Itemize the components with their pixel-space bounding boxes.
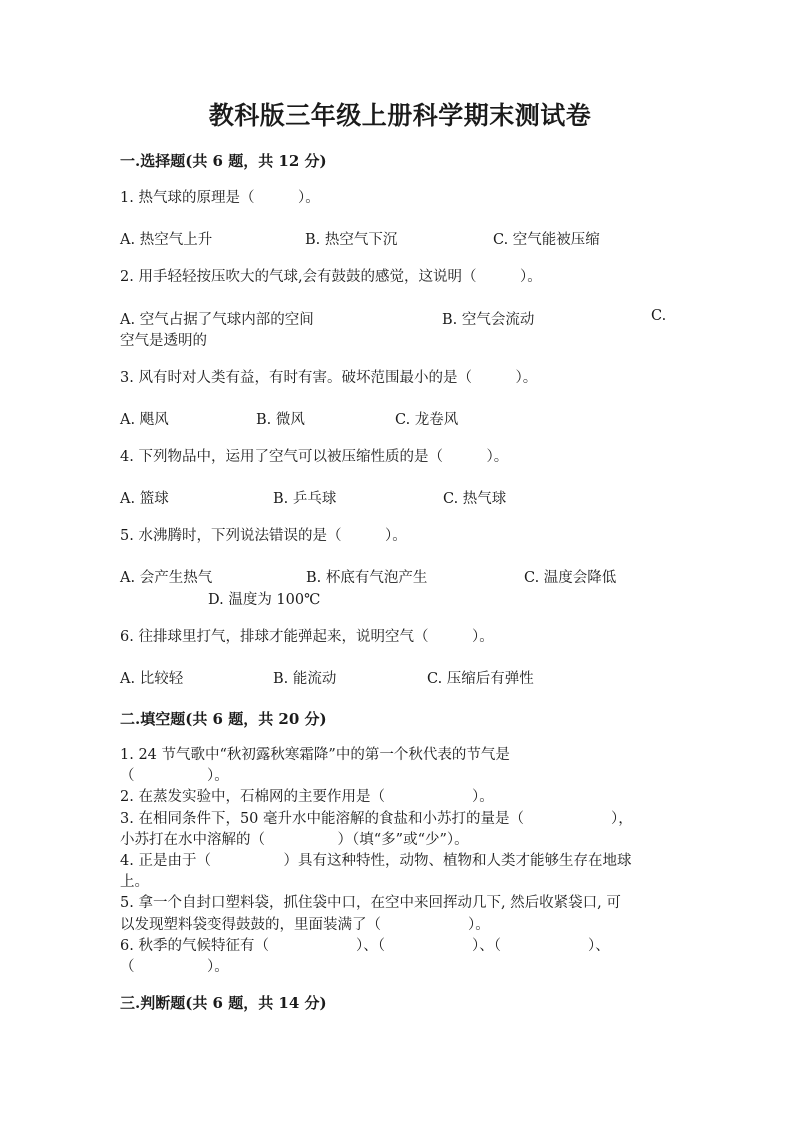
fill-in-questions — [120, 745, 680, 978]
question-3-option-a: A. 飓风 — [120, 412, 169, 428]
fill-line: 以发现塑料袋变得鼓鼓的，里面装满了（ ）。 — [120, 916, 490, 933]
question-6-option-a: A. 比较轻 — [120, 671, 184, 687]
question-1-option-c: C. 空气能被压缩 — [493, 232, 600, 248]
question-2: 2. 用手轻轻按压吹大的气球,会有鼓鼓的感觉，这说明（ ）。 — [120, 269, 542, 285]
question-3-option-c: C. 龙卷风 — [395, 412, 459, 428]
question-1: 1. 热气球的原理是（ ）。 — [120, 190, 320, 206]
fill-line: 3. 在相同条件下，50 毫升水中能溶解的食盐和小苏打的量是（ ）， — [120, 810, 633, 827]
fill-line: 2. 在蒸发实验中，石棉网的主要作用是（ ）。 — [120, 789, 494, 806]
fill-line: 1. 24 节气歌中“秋初露秋寒霜降”中的第一个秋代表的节气是 — [120, 747, 510, 763]
question-3: 3. 风有时对人类有益，有时有害。破坏范围最小的是（ ）。 — [120, 370, 538, 386]
question-1-option-a: A. 热空气上升 — [120, 232, 213, 248]
question-4-option-c: C. 热气球 — [443, 491, 507, 507]
question-5: 5. 水沸腾时，下列说法错误的是（ ）。 — [120, 528, 407, 544]
question-5-option-a: A. 会产生热气 — [120, 570, 213, 586]
section-heading-fill: 二.填空题(共 6 题，共 20 分) — [120, 710, 327, 728]
question-4-option-b: B. 乒乓球 — [273, 491, 337, 507]
fill-line: 上。 — [120, 874, 149, 891]
fill-line: 5. 拿一个自封口塑料袋，抓住袋中口，在空中来回挥动几下, 然后收紧袋口, 可 — [120, 895, 621, 912]
fill-line: 4. 正是由于（ ）具有这种特性，动物、植物和人类才能够生存在地球 — [120, 853, 632, 870]
question-5-option-b: B. 杯底有气泡产生 — [306, 570, 428, 586]
question-2-option-c: C. — [651, 308, 667, 324]
question-1-option-b: B. 热空气下沉 — [305, 232, 398, 248]
question-4: 4. 下列物品中，运用了空气可以被压缩性质的是（ ）。 — [120, 449, 509, 465]
page-title: 教科版三年级上册科学期末测试卷 — [208, 101, 592, 130]
fill-line: 小苏打在水中溶解的（ ）（填“多”或“少”）。 — [120, 831, 469, 848]
question-5-option-d: D. 温度为 100℃ — [208, 592, 321, 608]
question-6-option-c: C. 压缩后有弹性 — [427, 671, 534, 687]
fill-line: 6. 秋季的气候特征有（ ）、（ ）、（ ）、 — [120, 937, 610, 954]
question-2-option-c-text: 空气是透明的 — [120, 333, 207, 349]
question-2-option-b: B. 空气会流动 — [442, 312, 535, 328]
question-6-option-b: B. 能流动 — [273, 671, 337, 687]
fill-line: （ ）。 — [120, 768, 229, 785]
question-6: 6. 往排球里打气，排球才能弹起来，说明空气（ ）。 — [120, 629, 494, 645]
question-2-option-a: A. 空气占据了气球内部的空间 — [120, 312, 314, 328]
section-heading-judge: 三.判断题(共 6 题，共 14 分) — [120, 994, 327, 1012]
question-3-option-b: B. 微风 — [256, 412, 305, 428]
fill-line: （ ）。 — [120, 959, 229, 976]
question-5-option-c: C. 温度会降低 — [524, 570, 617, 586]
section-heading-choice: 一.选择题(共 6 题，共 12 分) — [120, 152, 327, 170]
question-4-option-a: A. 篮球 — [120, 491, 169, 507]
